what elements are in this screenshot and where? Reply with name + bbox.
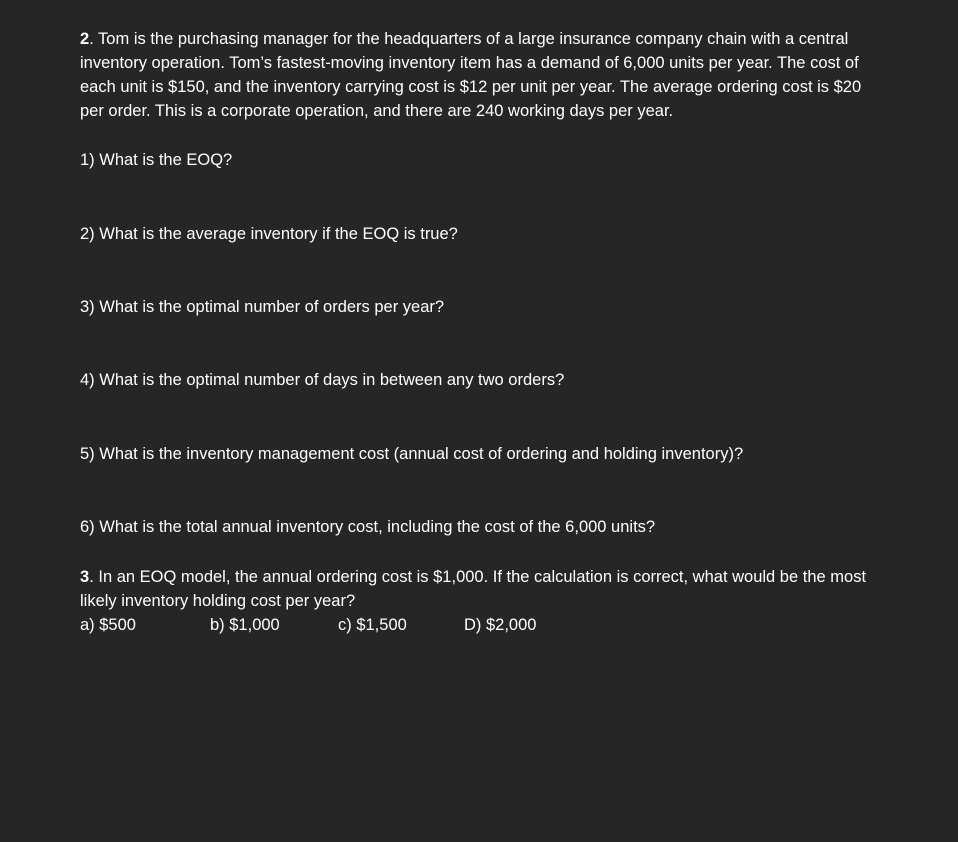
problem-3-number: 3	[80, 568, 90, 586]
problem-3-statement	[80, 565, 880, 613]
problem-2-statement	[80, 27, 880, 123]
problem-3-text: . In an EOQ model, the annual ordering cost is $1,000. If the calculation is correct, what would be the most likely inventory holding cost per year?	[80, 568, 867, 610]
question-2: 2) What is the average inventory if the EOQ is true?	[80, 225, 458, 243]
problem-2-text: . Tom is the purchasing manager for the headquarters of a large insurance company chain with a central inventory operation. Tom’s fastest-moving inventory item has a demand of 6,000 units per year. The cost of each unit is $150, and the inventory carrying cost is $12 per unit per year. The average ordering cost is $20 per order. This is a corporate operation, and there are 240 working days per year.	[80, 30, 862, 120]
document-page	[80, 27, 880, 637]
problem-3-choices	[80, 613, 880, 637]
question-1: 1) What is the EOQ?	[80, 151, 233, 169]
choice-b: b) $1,000	[210, 616, 280, 634]
problem-2-number: 2	[80, 30, 90, 48]
choice-c: c) $1,500	[338, 616, 407, 634]
question-3: 3) What is the optimal number of orders per year?	[80, 298, 445, 316]
question-4: 4) What is the optimal number of days in between any two orders?	[80, 371, 565, 389]
choice-d: D) $2,000	[464, 616, 537, 634]
question-6: 6) What is the total annual inventory cost, including the cost of the 6,000 units?	[80, 518, 656, 536]
question-5: 5) What is the inventory management cost (annual cost of ordering and holding inventory)?	[80, 445, 744, 463]
choice-a: a) $500	[80, 616, 136, 634]
